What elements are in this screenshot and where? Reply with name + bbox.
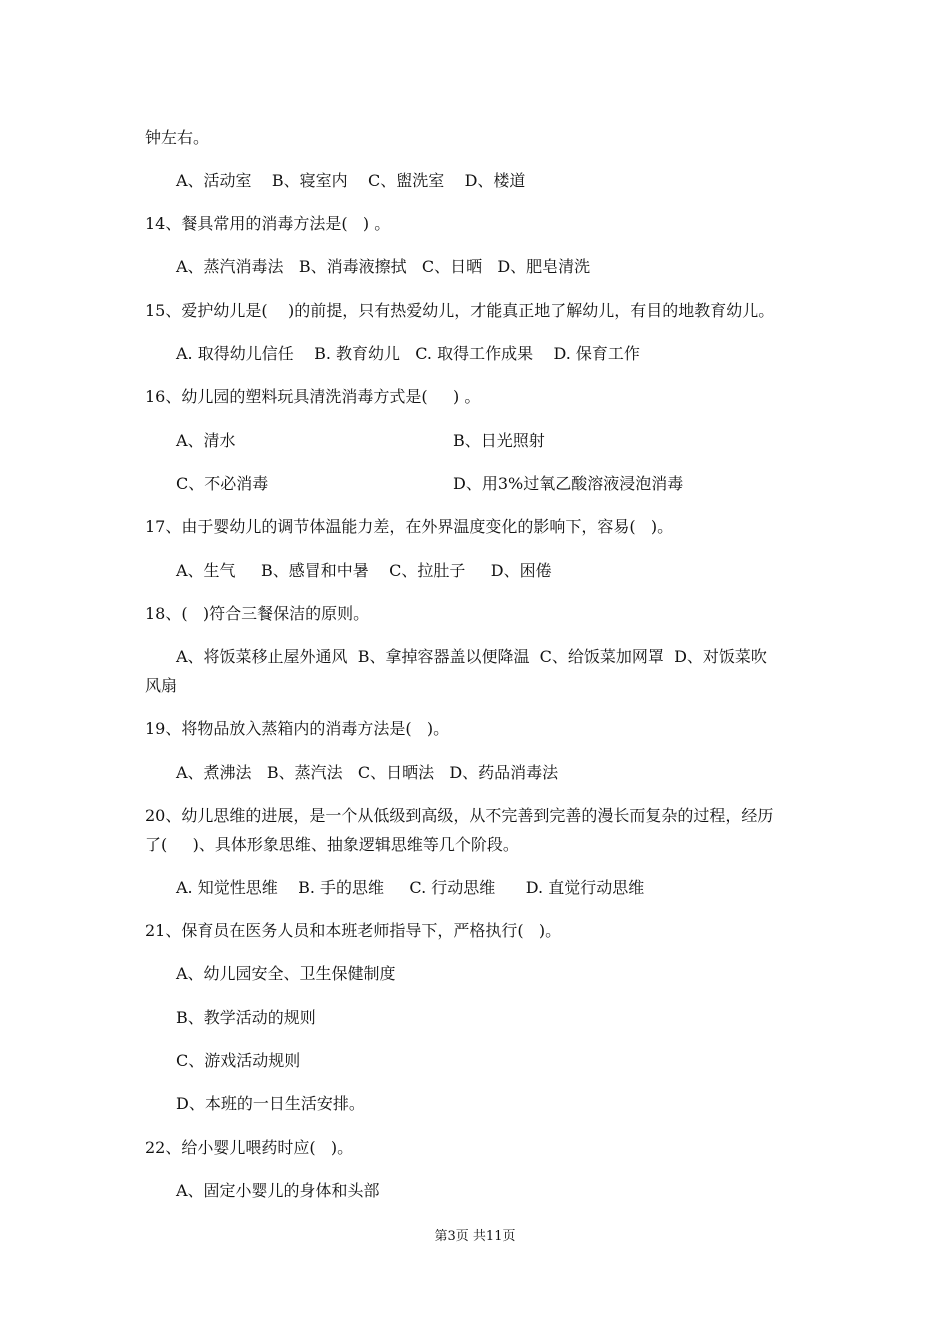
option-q16-b: B、日光照射 — [453, 431, 545, 450]
options-q19: A、煮沸法 B、蒸汽法 C、日晒法 D、药品消毒法 — [176, 763, 559, 782]
option-q21-a: A、幼儿园安全、卫生保健制度 — [176, 964, 396, 983]
question-19: 19、将物品放入蒸箱内的消毒方法是( )。 — [145, 719, 450, 738]
options-q18-wrap: 风扇 — [145, 676, 178, 695]
option-q16-c: C、不必消毒 — [176, 474, 269, 493]
option-q22-a: A、固定小婴儿的身体和头部 — [176, 1181, 380, 1200]
page-footer: 第3页 共11页 — [434, 1229, 516, 1244]
options-q13: A、活动室 B、寝室内 C、盥洗室 D、楼道 — [176, 171, 526, 190]
options-q18: A、将饭菜移止屋外通风 B、拿掉容器盖以便降温 C、给饭菜加网罩 D、对饭菜吹 — [176, 647, 767, 666]
text-line-continuation: 钟左右。 — [145, 128, 210, 147]
option-q21-b: B、教学活动的规则 — [176, 1008, 316, 1027]
option-q21-d: D、本班的一日生活安排。 — [176, 1094, 365, 1113]
options-q14: A、蒸汽消毒法 B、消毒液擦拭 C、日晒 D、肥皂清洗 — [176, 257, 591, 276]
options-q17: A、生气 B、感冒和中暑 C、拉肚子 D、困倦 — [176, 561, 552, 580]
option-q16-d: D、用3%过氧乙酸溶液浸泡消毒 — [453, 474, 684, 493]
question-18: 18、( )符合三餐保洁的原则。 — [145, 604, 370, 623]
option-q21-c: C、游戏活动规则 — [176, 1051, 301, 1070]
options-q15: A. 取得幼儿信任 B. 教育幼儿 C. 取得工作成果 D. 保育工作 — [176, 344, 640, 363]
question-16: 16、幼儿园的塑料玩具清洗消毒方式是( ) 。 — [145, 387, 481, 406]
question-14: 14、餐具常用的消毒方法是( ) 。 — [145, 214, 391, 233]
question-20-wrap: 了( )、具体形象思维、抽象逻辑思维等几个阶段。 — [145, 835, 519, 854]
question-17: 17、由于婴幼儿的调节体温能力差，在外界温度变化的影响下，容易( )。 — [145, 517, 674, 536]
question-15: 15、爱护幼儿是( )的前提，只有热爱幼儿，才能真正地了解幼儿，有目的地教育幼儿。 — [145, 301, 775, 320]
question-22: 22、给小婴儿喂药时应( )。 — [145, 1138, 354, 1157]
question-20: 20、幼儿思维的进展，是一个从低级到高级，从不完善到完善的漫长而复杂的过程，经历 — [145, 806, 774, 825]
question-21: 21、保育员在医务人员和本班老师指导下，严格执行( )。 — [145, 921, 562, 940]
option-q16-a: A、清水 — [176, 431, 236, 450]
options-q20: A. 知觉性思维 B. 手的思维 C. 行动思维 D. 直觉行动思维 — [176, 878, 645, 897]
